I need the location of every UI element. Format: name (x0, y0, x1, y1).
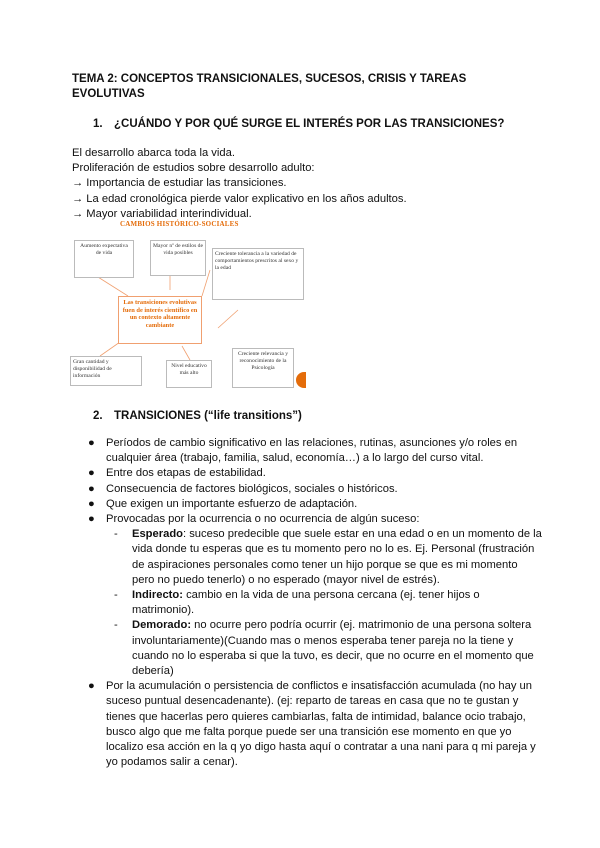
diagram-title: CAMBIOS HISTÓRICO-SOCIALES (120, 220, 239, 228)
dash-icon: - (114, 619, 118, 632)
section2-heading: TRANSICIONES (“life transitions”) (114, 410, 302, 422)
list-item: ● Por la acumulación o persistencia de conflictos e insatisfacción acumulada (no hay un suceso puntual desencadenante). (ej: reparto de tareas en casa que no te gustan y tienes que hacerlas pero quieres cambiarlas, falta de intimidad, balance ocio trabajo, busco algo que me falta porque puede ser una transición ese momento en que yo localizo esa acción en la q yo digo hasta aquí o contratar a una nani para q mi pareja y yo podamos salir a cenar). (88, 680, 536, 769)
dash-icon: - (114, 528, 118, 541)
section1-number: 1. (93, 118, 103, 130)
intro-line: → Mayor variabilidad interindividual. (72, 207, 252, 220)
section2-number: 2. (93, 410, 103, 422)
bullet-icon: ● (88, 482, 95, 495)
bullet-icon: ● (88, 680, 95, 693)
bullet-icon: ● (88, 497, 95, 510)
arrow (182, 346, 190, 360)
intro-line: → La edad cronológica pierde valor explicativo en los años adultos. (72, 192, 407, 205)
diagram-box: Aumento expectativa de vida (74, 240, 134, 278)
intro-line: El desarrollo abarca toda la vida. (72, 147, 235, 159)
dash-icon: - (114, 589, 118, 602)
bullet-icon: ● (88, 437, 95, 449)
intro-line: Proliferación de estudios sobre desarrollo adulto: (72, 162, 315, 175)
bullet-icon: ● (88, 513, 95, 526)
document-title: TEMA 2: CONCEPTOS TRANSICIONALES, SUCESOS, CRISIS Y TAREAS EVOLUTIVAS (72, 73, 467, 100)
sub-list-item: - Demorado: no ocurre pero podría ocurrir (ej. matrimonio de una persona soltera involuntariamente)(Cuando mas o menos esperaba tener pareja no la tiene y cuando no lo esperaba si que la tuvo, es decir, que no ocurre en el momento que debería) (114, 619, 534, 678)
diagram-box: Creciente relevancia y reconocimiento de la Psicología (232, 348, 294, 388)
intro-line: → Importancia de estudiar las transiciones. (72, 177, 287, 190)
decorative-shape (296, 372, 306, 388)
sub-list (72, 527, 542, 679)
section1-heading: ¿CUÁNDO Y POR QUÉ SURGE EL INTERÉS POR LAS TRANSICIONES? (114, 118, 505, 130)
historical-social-changes-diagram (70, 220, 306, 388)
arrow (100, 342, 120, 356)
arrow (218, 310, 238, 328)
list-item: ● Consecuencia de factores biológicos, sociales o históricos. (72, 482, 542, 497)
diagram-box: Gran cantidad y disponibilidad de información (70, 356, 142, 386)
section1-intro (72, 146, 542, 222)
bullet-icon: ● (88, 467, 95, 480)
sub-list-item: - Indirecto: cambio en la vida de una persona cercana (ej. tener hijos o matrimonio). (114, 589, 480, 617)
diagram-center-box: Las transiciones evolutivas fuen de interés científico en un contexto altamente cambiante (118, 296, 202, 344)
diagram-box: Mayor nº de estilos de vida posibles (150, 240, 206, 276)
list-item: ● Entre dos etapas de estabilidad. (72, 466, 542, 481)
list-item: ● Períodos de cambio significativo en las relaciones, rutinas, asunciones y/o roles en cualquier área (trabajo, familia, salud, economía…) a lo largo del curso vital. (88, 437, 518, 465)
sub-list-item: - Esperado: suceso predecible que suele estar en una edad o en un momento de la vida donde tu esperas que es tu momento pero no lo es. Ej. Personal (frustración de aspiraciones personales como tener un hijo porque se que es mi momento pero no puedo tenerlo) o no esperado (mayor nivel de estrés). (114, 528, 542, 586)
list-item: ● Provocadas por la ocurrencia o no ocurrencia de algún suceso: - Esperado: suceso predecible que suele estar en una edad o en un momento de la vida donde tu esperas que es tu momento pero no lo es. Ej. Personal (frustración de aspiraciones personales como tener un hijo porque se que es mi momento pero no puedo tenerlo) o no esperado (mayor nivel de estrés). - Indirecto: cambio en la vida de una persona cercana (ej. tener hijos o matrimonio). - Demorado: no ocurre pero podría ocurrir (ej. matrimonio de una persona soltera involuntariamente)(Cuando mas o menos esperaba tener pareja no la tiene y cuando no lo esperaba si que la tuvo, es decir, que no ocurre en el momento que debería) (72, 512, 542, 679)
transitions-list (72, 436, 542, 770)
list-item: ● Que exigen un importante esfuerzo de adaptación. (72, 497, 542, 512)
diagram-box: Nivel educativo más alto (166, 360, 212, 388)
diagram-box: Creciente tolerancia a la variedad de comportamientos prescritos al sexo y la edad (212, 248, 304, 300)
